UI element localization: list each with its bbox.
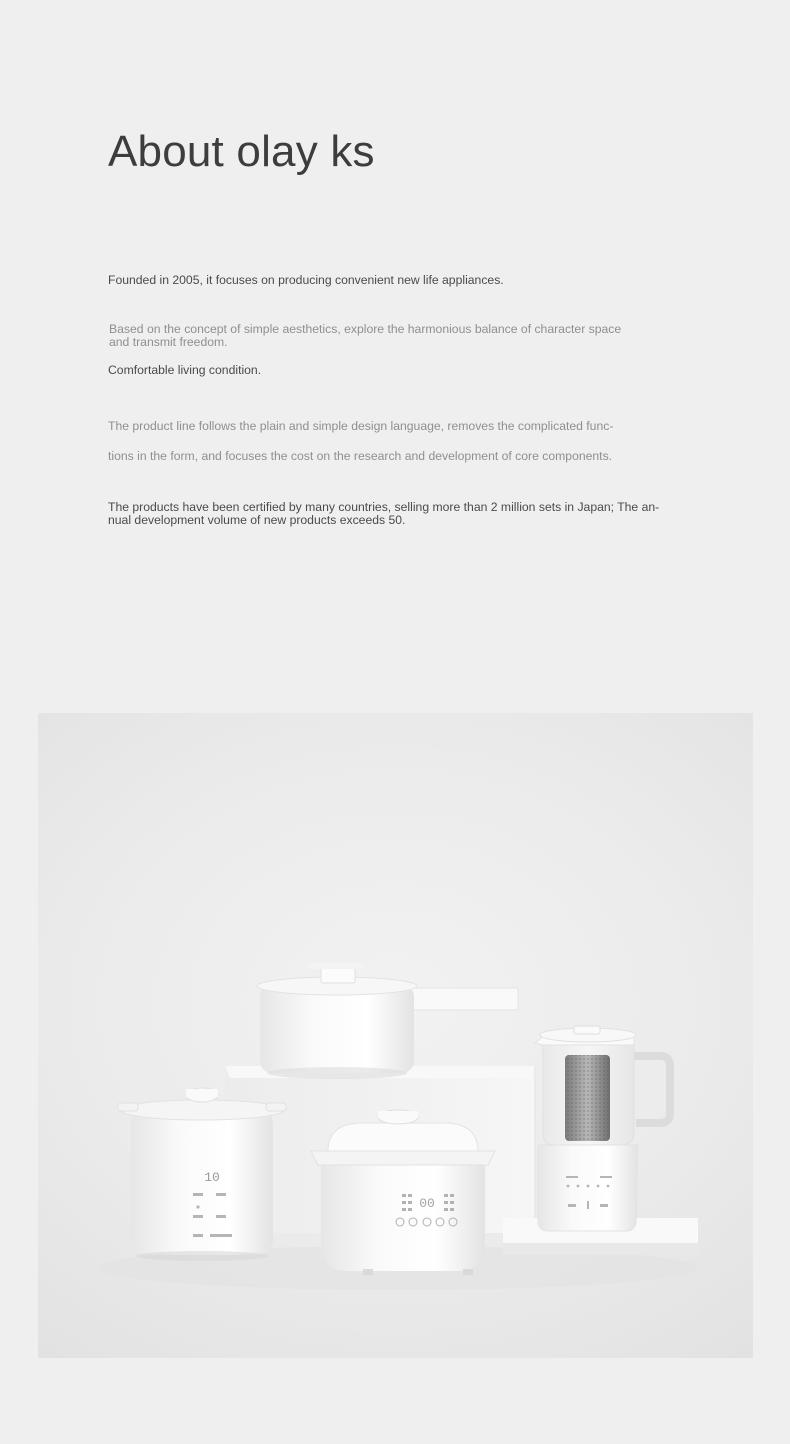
concept-line-2: and transmit freedom.: [109, 335, 228, 349]
glass-kettle: [535, 1026, 670, 1231]
page-title: About olay ks: [108, 127, 375, 176]
concept-line-1: Based on the concept of simple aesthetics, explore the harmonious balance of character space: [109, 322, 622, 336]
rice-cooker-left: [118, 1088, 286, 1261]
electric-pot: [257, 963, 518, 1079]
intro-paragraph: Founded in 2005, it focuses on producing convenient new life appliances.: [108, 273, 504, 287]
center-cooker-display: 00: [419, 1196, 435, 1211]
rice-cooker-center: [311, 1110, 495, 1275]
living-condition-paragraph: Comfortable living condition.: [108, 363, 262, 377]
design-paragraph-line-1: The product line follows the plain and simple design language, removes the complicated func-: [108, 419, 614, 433]
design-paragraph-line-2: tions in the form, and focuses the cost on the research and development of core components.: [108, 449, 613, 463]
concept-paragraph: [109, 323, 621, 349]
certification-paragraph: [108, 501, 659, 526]
left-cooker-display: 10: [204, 1170, 220, 1185]
certification-line-2: nual development volume of new products exceeds 50.: [108, 512, 406, 527]
certification-line-1: The products have been certified by many countries, selling more than 2 million sets in Japan; The an-: [108, 500, 660, 514]
product-photo: [38, 713, 753, 1358]
product-illustration: [38, 713, 753, 1358]
